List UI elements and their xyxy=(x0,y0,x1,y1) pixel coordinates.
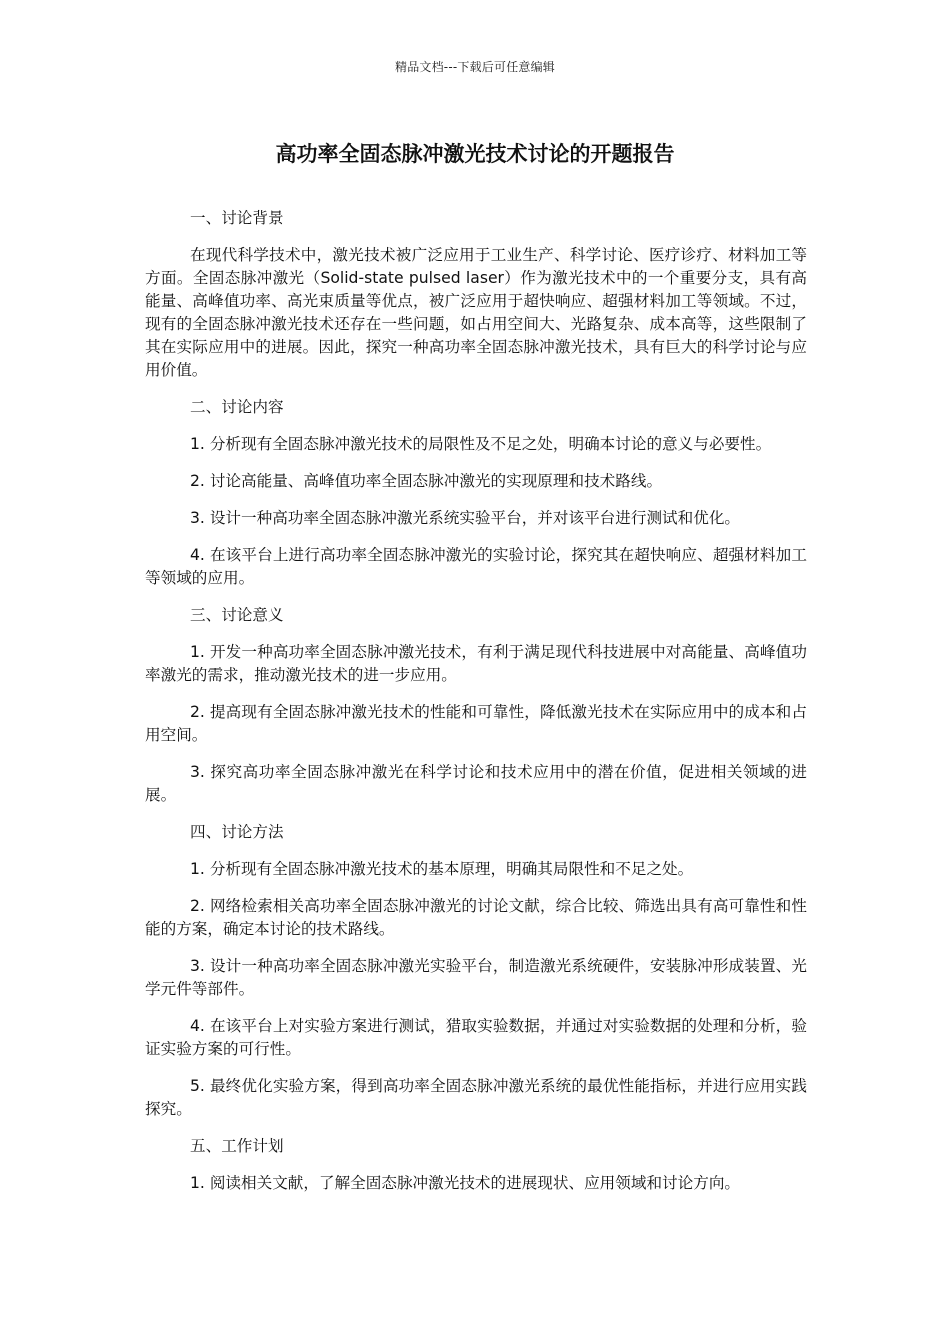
section-heading-background: 一、讨论背景 xyxy=(190,209,284,227)
method-item: 3. 设计一种高功率全固态脉冲激光实验平台，制造激光系统硬件，安装脉冲形成装置、光学元件等部件。 xyxy=(145,957,807,998)
method-item: 4. 在该平台上对实验方案进行测试，猎取实验数据，并通过对实验数据的处理和分析，验证实验方案的可行性。 xyxy=(145,1017,807,1058)
section-heading-work-plan: 五、工作计划 xyxy=(190,1137,284,1155)
section-heading-methods: 四、讨论方法 xyxy=(190,823,284,841)
section-heading-content: 二、讨论内容 xyxy=(190,398,284,416)
document-body xyxy=(145,207,807,1209)
content-item: 4. 在该平台上进行高功率全固态脉冲激光的实验讨论，探究其在超快响应、超强材料加工等领域的应用。 xyxy=(145,546,807,587)
content-item: 3. 设计一种高功率全固态脉冲激光系统实验平台，并对该平台进行测试和优化。 xyxy=(190,509,741,527)
method-item: 2. 网络检索相关高功率全固态脉冲激光的讨论文献，综合比较、筛选出具有高可靠性和性能的方案，确定本讨论的技术路线。 xyxy=(145,897,807,938)
method-item: 5. 最终优化实验方案，得到高功率全固态脉冲激光系统的最优性能指标，并进行应用实践探究。 xyxy=(145,1077,807,1118)
significance-item: 3. 探究高功率全固态脉冲激光在科学讨论和技术应用中的潜在价值，促进相关领域的进展。 xyxy=(145,763,807,804)
content-item: 2. 讨论高能量、高峰值功率全固态脉冲激光的实现原理和技术路线。 xyxy=(190,472,663,490)
background-paragraph: 在现代科学技术中，激光技术被广泛应用于工业生产、科学讨论、医疗诊疗、材料加工等方面。全固态脉冲激光（Solid-state pulsed laser）作为激光技术中的一个重要分支，具有高能量、高峰值功率、高光束质量等优点，被广泛应用于超快响应、超强材料加工等领域。不过，现有的全固态脉冲激光技术还存在一些问题，如占用空间大、光路复杂、成本高等，这些限制了其在实际应用中的进展。因此，探究一种高功率全固态脉冲激光技术，具有巨大的科学讨论与应用价值。 xyxy=(145,246,807,379)
section-heading-significance: 三、讨论意义 xyxy=(190,606,284,624)
significance-item: 1. 开发一种高功率全固态脉冲激光技术，有利于满足现代科技进展中对高能量、高峰值功率激光的需求，推动激光技术的进一步应用。 xyxy=(145,643,807,684)
significance-item: 2. 提高现有全固态脉冲激光技术的性能和可靠性，降低激光技术在实际应用中的成本和占用空间。 xyxy=(145,703,807,744)
work-plan-item: 1. 阅读相关文献，了解全固态脉冲激光技术的进展现状、应用领域和讨论方向。 xyxy=(190,1174,741,1192)
content-item: 1. 分析现有全固态脉冲激光技术的局限性及不足之处，明确本讨论的意义与必要性。 xyxy=(190,435,772,453)
document-title: 高功率全固态脉冲激光技术讨论的开题报告 xyxy=(275,142,675,166)
header-note: 精品文档---下载后可任意编辑 xyxy=(395,60,555,74)
method-item: 1. 分析现有全固态脉冲激光技术的基本原理，明确其局限性和不足之处。 xyxy=(190,860,694,878)
